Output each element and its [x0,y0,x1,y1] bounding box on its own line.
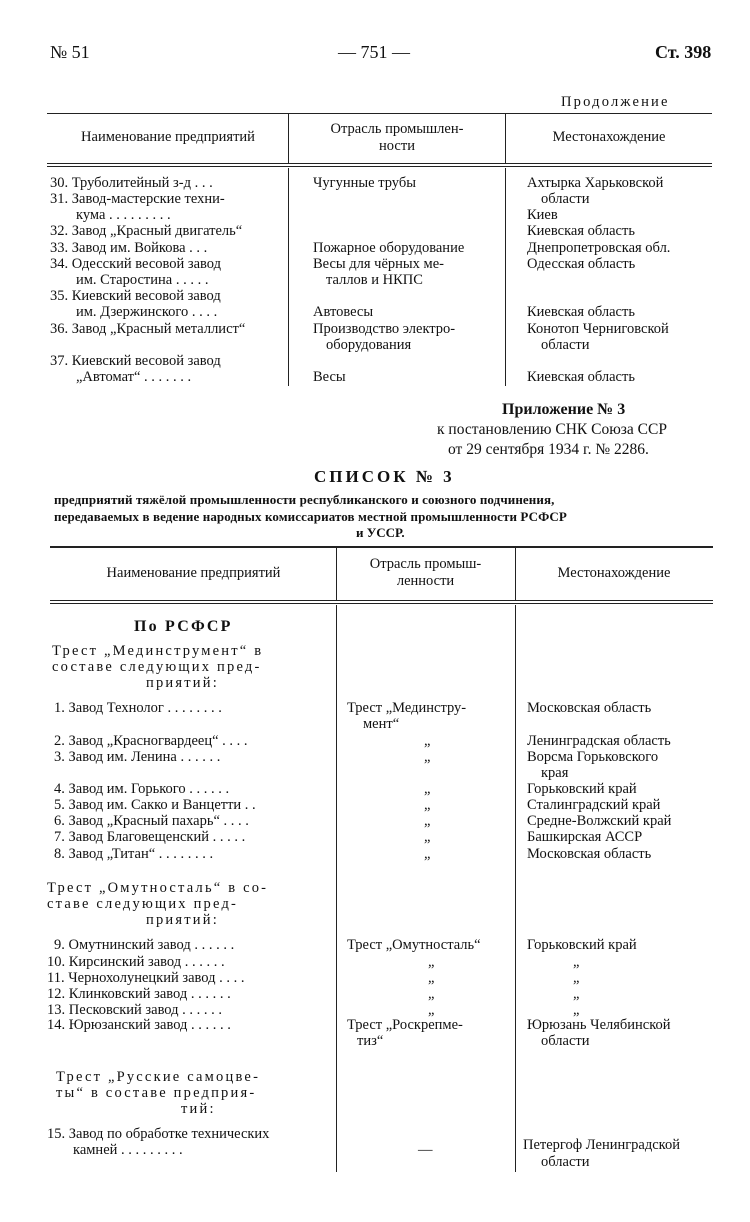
trust-heading: Трест „Русские самоцве- [56,1069,261,1085]
table-row: 37. Киевский весовой завод [50,353,221,369]
table-row: 1. Завод Технолог . . . . . . . . [54,700,222,716]
trust-heading: Трест „Омутносталь“ в со- [47,880,269,896]
table-row: 8. Завод „Титан“ . . . . . . . . [54,846,214,862]
list-desc-line2: передаваемых в ведение народных комиссариатов местной промышленности РСФСР [54,509,567,524]
appendix-line1: к постановлению СНК Союза ССР [437,421,667,438]
table2-header-name: Наименование предприятий [106,565,281,581]
table-row: 10. Кирсинский завод . . . . . . [47,954,225,970]
table-row: 2. Завод „Красногвардеец“ . . . . [54,733,248,749]
table-row: 36. Завод „Красный металлист“ [50,321,246,337]
table1-header-branch: Отрасль промышлен- ности [330,121,464,154]
table1-top-rule [47,113,712,114]
table1-header-name: Наименование предприятий [81,129,255,145]
table2-header-rule [50,600,713,601]
list-title: СПИСОК № 3 [314,467,455,486]
table-row: 32. Завод „Красный двигатель“ [50,223,243,239]
table-row: 13. Песковский завод . . . . . . [47,1002,223,1018]
section-title: По РСФСР [134,618,233,635]
appendix-title: Приложение № 3 [502,401,626,418]
table-row: 3. Завод им. Ленина . . . . . . [54,749,221,765]
page-number-left: № 51 [50,42,90,62]
appendix-line2: от 29 сентября 1934 г. № 2286. [448,441,649,458]
table-row: 33. Завод им. Войкова . . . [50,240,208,256]
table-row: 34. Одесский весовой завод [50,256,222,272]
table2-header-location: Местонахождение [557,565,671,581]
table-row: 9. Омутнинский завод . . . . . . [54,937,235,953]
table-row: 7. Завод Благовещенский . . . . . [54,829,246,845]
page-number-right: Ст. 398 [655,42,712,62]
list-desc-line3: и УССР. [356,525,405,540]
table-row: 6. Завод „Красный пахарь“ . . . . [54,813,249,829]
table-row: 11. Чернохолунецкий завод . . . . [47,970,245,986]
table-row: 5. Завод им. Сакко и Ванцетти . . [54,797,256,813]
table1-header-location: Местонахождение [552,129,666,145]
table2-top-rule [50,546,713,548]
table1-header-rule [47,163,712,164]
trust-heading: Трест „Мединструмент“ в [52,643,264,659]
table-row: 12. Клинковский завод . . . . . . [47,986,231,1002]
table-row: 31. Завод-мастерские техни- [50,191,225,207]
table-row: 35. Киевский весовой завод [50,288,221,304]
continued-label: Продолжение [561,94,670,110]
table-row: 14. Юрюзанский завод . . . . . . [47,1017,231,1033]
table2-header-branch: Отрасль промыш- ленности [369,556,482,589]
list-desc-line1: предприятий тяжёлой промышленности республиканского и союзного подчинения, [54,492,555,507]
table-row: 30. Труболитейный з-д . . . [50,175,213,191]
table-row: 4. Завод им. Горького . . . . . . [54,781,230,797]
page-folio: — 751 — [338,42,410,62]
table-row: 15. Завод по обработке технических [47,1126,270,1142]
